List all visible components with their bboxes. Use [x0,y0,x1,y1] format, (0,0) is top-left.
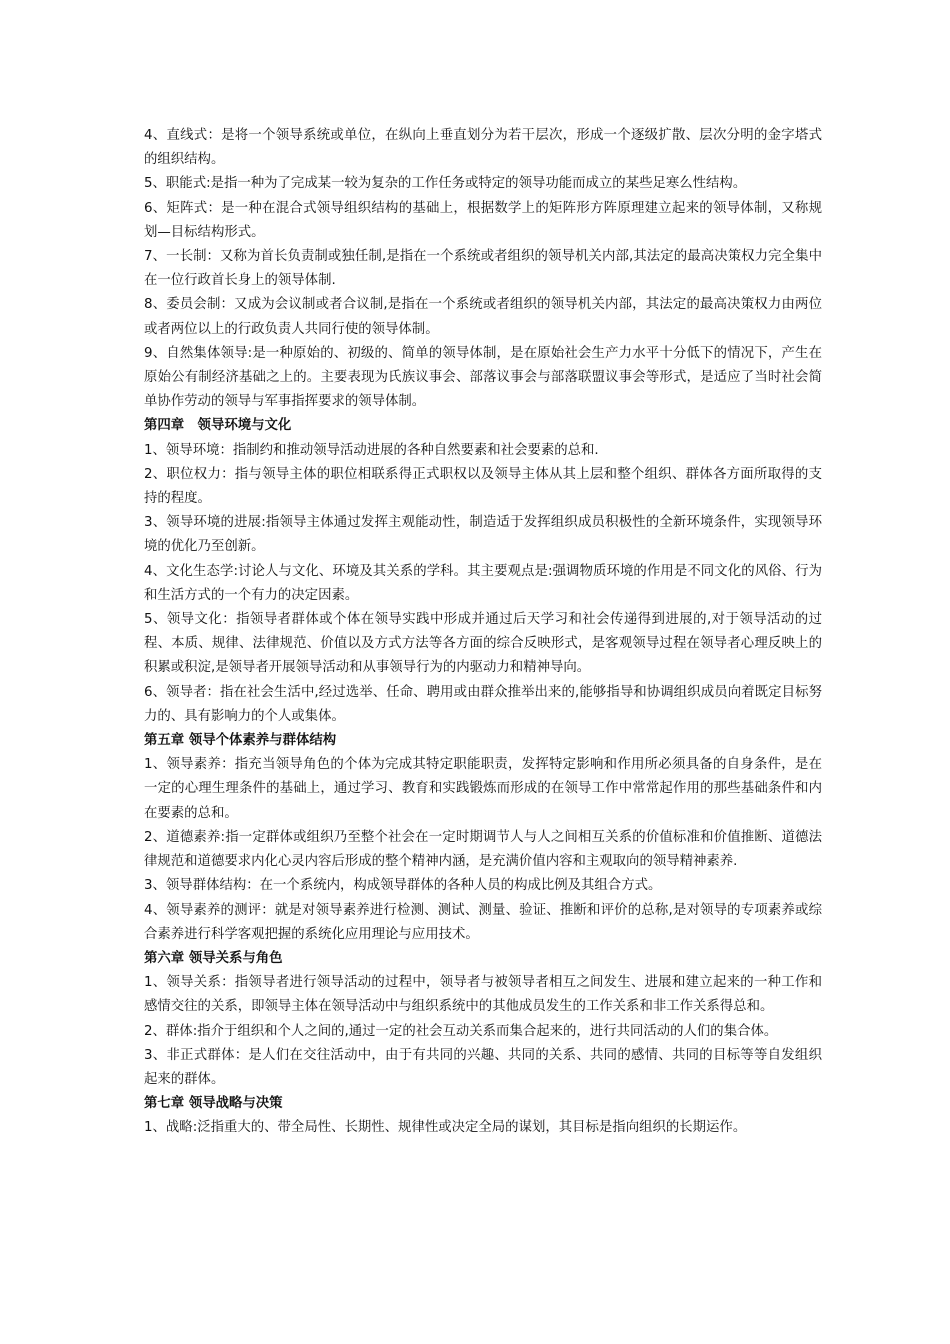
chapter-5-item-2: 2、道德素养:指一定群体或组织乃至整个社会在一定时期调节人与人之间相互关系的价值标准和价值推断、道德法律规范和道德要求内化心灵内容后形成的整个精神内涵，是充满价值内容和主观取向的领导精神素养. [144,829,822,870]
paragraph-9-natural-collective-leadership: 9、自然集体领导:是一种原始的、初级的、简单的领导体制，是在原始社会生产力水平十分低下的情况下，产生在原始公有制经济基础之上的。主要表现为氏族议事会、部落议事会与部落联盟议事会等形式，是适应了当时社会简单协作劳动的领导与军事指挥要求的领导体制。 [144,345,822,410]
chapter-5-item-4: 4、领导素养的测评：就是对领导素养进行检测、测试、测量、验证、推断和评价的总称,是对领导的专项素养或综合素养进行科学客观把握的系统化应用理论与应用技术。 [144,902,822,942]
chapter-4-item-2: 2、职位权力：指与领导主体的职位相联系得正式职权以及领导主体从其上层和整个组织、群体各方面所取得的支持的程度。 [144,466,822,507]
chapter-4-item-3: 3、领导环境的进展:指领导主体通过发挥主观能动性，制造适于发挥组织成员积极性的全新环境条件，实现领导环境的优化乃至创新。 [144,515,822,555]
chapter-5-item-3: 3、领导群体结构：在一个系统内，构成领导群体的各种人员的构成比例及其组合方式。 [144,878,662,894]
chapter-7-heading: 第七章 领导战略与决策 [144,1096,283,1112]
paragraph-5-functional-structure: 5、职能式:是指一种为了完成某一较为复杂的工作任务或特定的领导功能而成立的某些足寒么性结构。 [144,176,747,192]
chapter-4-item-5: 5、领导文化：指领导者群体或个体在领导实践中形成并通过后天学习和社会传递得到进展的,对于领导活动的过程、本质、规律、法律规范、价值以及方式方法等各方面的综合反映形式，是客观领导过程在领导者心理反映上的积累或积淀,是领导者开展领导活动和从事领导行为的内驱动力和精神导向。 [144,612,822,676]
chapter-6-item-1: 1、领导关系：指领导者进行领导活动的过程中，领导者与被领导者相互之间发生、进展和建立起来的一种工作和感情交往的关系，即领导主体在领导活动中与组织系统中的其他成员发生的工作关系和非工作关系得总和。 [144,975,822,1015]
chapter-7-item-1: 1、战略:泛指重大的、带全局性、长期性、规律性或决定全局的谋划，其目标是指向组织的长期运作。 [144,1120,747,1136]
chapter-6-item-3: 3、非正式群体：是人们在交往活动中，由于有共同的兴趣、共同的关系、共同的感情、共同的目标等等自发组织起来的群体。 [144,1047,822,1087]
chapter-4-item-4: 4、文化生态学:讨论人与文化、环境及其关系的学科。其主要观点是:强调物质环境的作用是不同文化的风俗、行为和生活方式的一个有力的决定因素。 [144,563,822,603]
chapter-6-item-2: 2、群体:指介于组织和个人之间的,通过一定的社会互动关系而集合起来的，进行共同活动的人们的集合体。 [144,1023,778,1039]
chapter-4-item-1: 1、领导环境：指制约和推动领导活动进展的各种自然要素和社会要素的总和. [144,442,599,458]
chapter-5-item-1: 1、领导素养：指充当领导角色的个体为完成其特定职能职责，发挥特定影响和作用所必须具备的自身条件，是在一定的心理生理条件的基础上，通过学习、教育和实践锻炼而形成的在领导工作中常常起作用的那些基础条件和内在要素的总和。 [144,757,822,821]
paragraph-7-single-head-system: 7、一长制：又称为首长负责制或独任制,是指在一个系统或者组织的领导机关内部,其法定的最高决策权力完全集中在一位行政首长身上的领导体制. [144,249,822,289]
chapter-4-item-6: 6、领导者：指在社会生活中,经过选举、任命、聘用或由群众推举出来的,能够指导和协调组织成员向着既定目标努力的、具有影响力的个人或集体。 [144,684,822,724]
paragraph-4-line-structure: 4、直线式：是将一个领导系统或单位，在纵向上垂直划分为若干层次，形成一个逐级扩散、层次分明的金字塔式的组织结构。 [144,128,822,168]
document-body [144,124,822,1141]
chapter-4-heading: 第四章 领导环境与文化 [144,418,292,434]
paragraph-6-matrix-structure: 6、矩阵式：是一种在混合式领导组织结构的基础上，根据数学上的矩阵形方阵原理建立起来的领导体制，又称规划—目标结构形式。 [144,200,822,240]
paragraph-8-committee-system: 8、委员会制：又成为会议制或者合议制,是指在一个系统或者组织的领导机关内部，其法定的最高决策权力由两位或者两位以上的行政负责人共同行使的领导体制。 [144,297,822,337]
chapter-6-heading: 第六章 领导关系与角色 [144,950,283,966]
chapter-5-heading: 第五章 领导个体素养与群体结构 [144,733,337,749]
